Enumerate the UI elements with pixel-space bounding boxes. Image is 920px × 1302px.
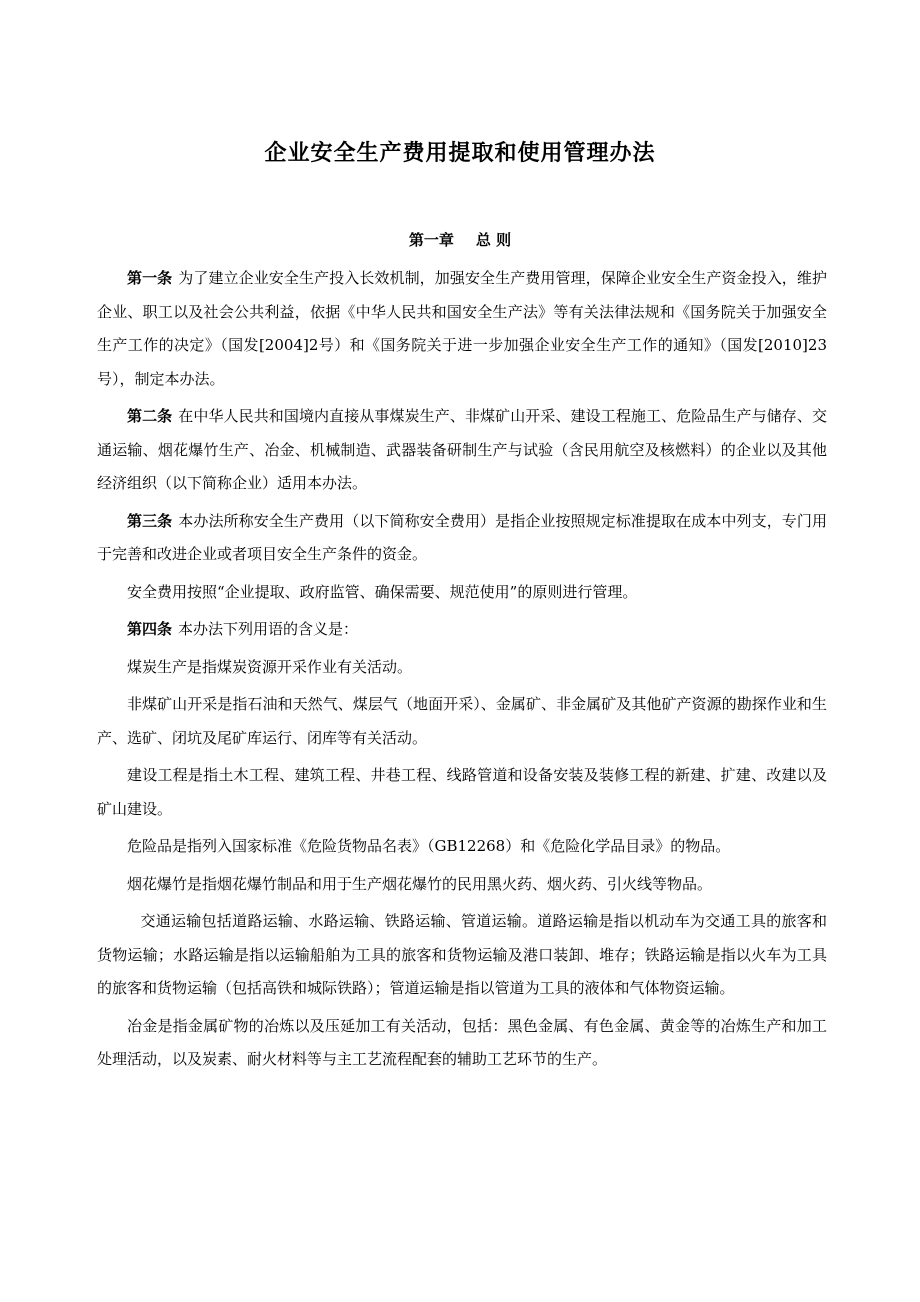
paragraph-hazardous-goods: [97, 830, 827, 864]
paragraph-text: 为了建立企业安全生产投入长效机制，加强安全生产费用管理，保障企业安全生产资金投入，维护企业、职工以及社会公共利益，依据《中华人民共和国安全生产法》等有关法律法规和《国务院关于加强安全生产工作的决定》（国发[2004]2号）和《国务院关于进一步加强企业安全生产工作的通知》（国发[2010]23号），制定本办法。: [97, 269, 827, 388]
paragraph-text: 危险品是指列入国家标准《危险货物品名表》（GB12268）和《危险化学品目录》的物品。: [127, 837, 731, 855]
paragraph-text: 在中华人民共和国境内直接从事煤炭生产、非煤矿山开采、建设工程施工、危险品生产与储存、交通运输、烟花爆竹生产、冶金、机械制造、武器装备研制生产与试验（含民用航空及核燃料）的企业以及其他经济组织（以下简称企业）适用本办法。: [97, 407, 827, 492]
paragraph-metallurgy: [97, 1010, 827, 1077]
paragraph-text: 冶金是指金属矿物的冶炼以及压延加工有关活动，包括：黑色金属、有色金属、黄金等的冶炼生产和加工处理活动，以及炭素、耐火材料等与主工艺流程配套的辅助工艺环节的生产。: [97, 1016, 827, 1068]
paragraph-text: 煤炭生产是指煤炭资源开采作业有关活动。: [127, 657, 413, 676]
paragraph-article-1: [97, 262, 827, 396]
paragraph-transportation: [97, 905, 827, 1006]
chapter-name: 总 则: [475, 231, 512, 249]
paragraph-coal-production: [97, 651, 827, 685]
paragraph-text: 建设工程是指土木工程、建筑工程、井巷工程、线路管道和设备安装及装修工程的新建、扩建、改建以及矿山建设。: [97, 766, 827, 818]
paragraph-non-coal-mining: [97, 688, 827, 755]
paragraph-text: 本办法下列用语的含义是：: [178, 620, 359, 638]
paragraph-article-2: [97, 400, 827, 501]
paragraph-text: 安全费用按照“企业提取、政府监管、确保需要、规范使用”的原则进行管理。: [127, 582, 638, 601]
paragraph-text: 本办法所称安全生产费用（以下简称安全费用）是指企业按照规定标准提取在成本中列支，专门用于完善和改进企业或者项目安全生产条件的资金。: [97, 511, 827, 563]
document-title: 企业安全生产费用提取和使用管理办法: [264, 140, 656, 166]
article-number: 第四条: [127, 620, 173, 638]
article-number: 第一条: [127, 269, 173, 287]
paragraph-text: 非煤矿山开采是指石油和天然气、煤层气（地面开采）、金属矿、非金属矿及其他矿产资源的勘探作业和生产、选矿、闭坑及尾矿库运行、闭库等有关活动。: [97, 695, 827, 747]
paragraph-safety-fee-principle: [97, 576, 827, 610]
paragraph-article-3: [97, 505, 827, 572]
chapter-label: 第一章: [408, 231, 454, 249]
article-number: 第二条: [127, 407, 173, 425]
paragraph-article-4: [97, 613, 827, 647]
paragraph-fireworks: [97, 868, 827, 902]
article-number: 第三条: [127, 511, 173, 530]
chapter-heading: [0, 229, 920, 250]
paragraph-text: 交通运输包括道路运输、水路运输、铁路运输、管道运输。道路运输是指以机动车为交通工具的旅客和货物运输；水路运输是指以运输船舶为工具的旅客和货物运输及港口装卸、堆存；铁路运输是指以火车为工具的旅客和货物运输（包括高铁和城际铁路）；管道运输是指以管道为工具的液体和气体物资运输。: [97, 912, 827, 997]
document-body: [97, 262, 827, 1077]
paragraph-text: 烟花爆竹是指烟花爆竹制品和用于生产烟花爆竹的民用黑火药、烟火药、引火线等物品。: [127, 874, 713, 893]
paragraph-construction: [97, 759, 827, 826]
